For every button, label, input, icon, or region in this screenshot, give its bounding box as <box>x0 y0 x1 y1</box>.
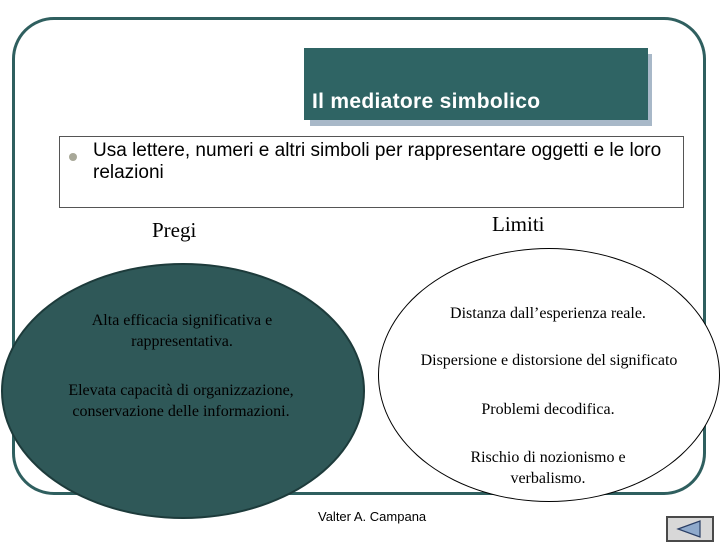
limiti-item-distanza: Distanza dall’esperienza reale. <box>450 305 646 322</box>
bullet-box <box>59 136 684 208</box>
back-arrow-icon <box>676 520 706 538</box>
slide-title: Il mediatore simbolico <box>312 90 541 113</box>
limiti-heading: Limiti <box>492 212 545 236</box>
pregi-heading: Pregi <box>152 218 197 242</box>
title-box <box>304 48 648 120</box>
nav-back-button[interactable] <box>666 516 714 542</box>
bullet-icon <box>69 153 77 161</box>
limiti-item-decodifica: Problemi decodifica. <box>481 401 615 418</box>
limiti-item-nozionismo: Rischio di nozionismo e verbalismo. <box>470 449 626 487</box>
bullet-text: Usa lettere, numeri e altri simboli per rappresentare oggetti e le loro relazioni <box>93 140 662 183</box>
pregi-item-capacita: Elevata capacità di organizzazione, conservazione delle informazioni. <box>68 382 294 420</box>
limiti-item-dispersione: Dispersione e distorsione del significato <box>420 352 678 369</box>
pregi-item-efficacia: Alta efficacia significativa e rappresentativa. <box>91 312 273 350</box>
footer-author: Valter A. Campana <box>318 509 427 524</box>
